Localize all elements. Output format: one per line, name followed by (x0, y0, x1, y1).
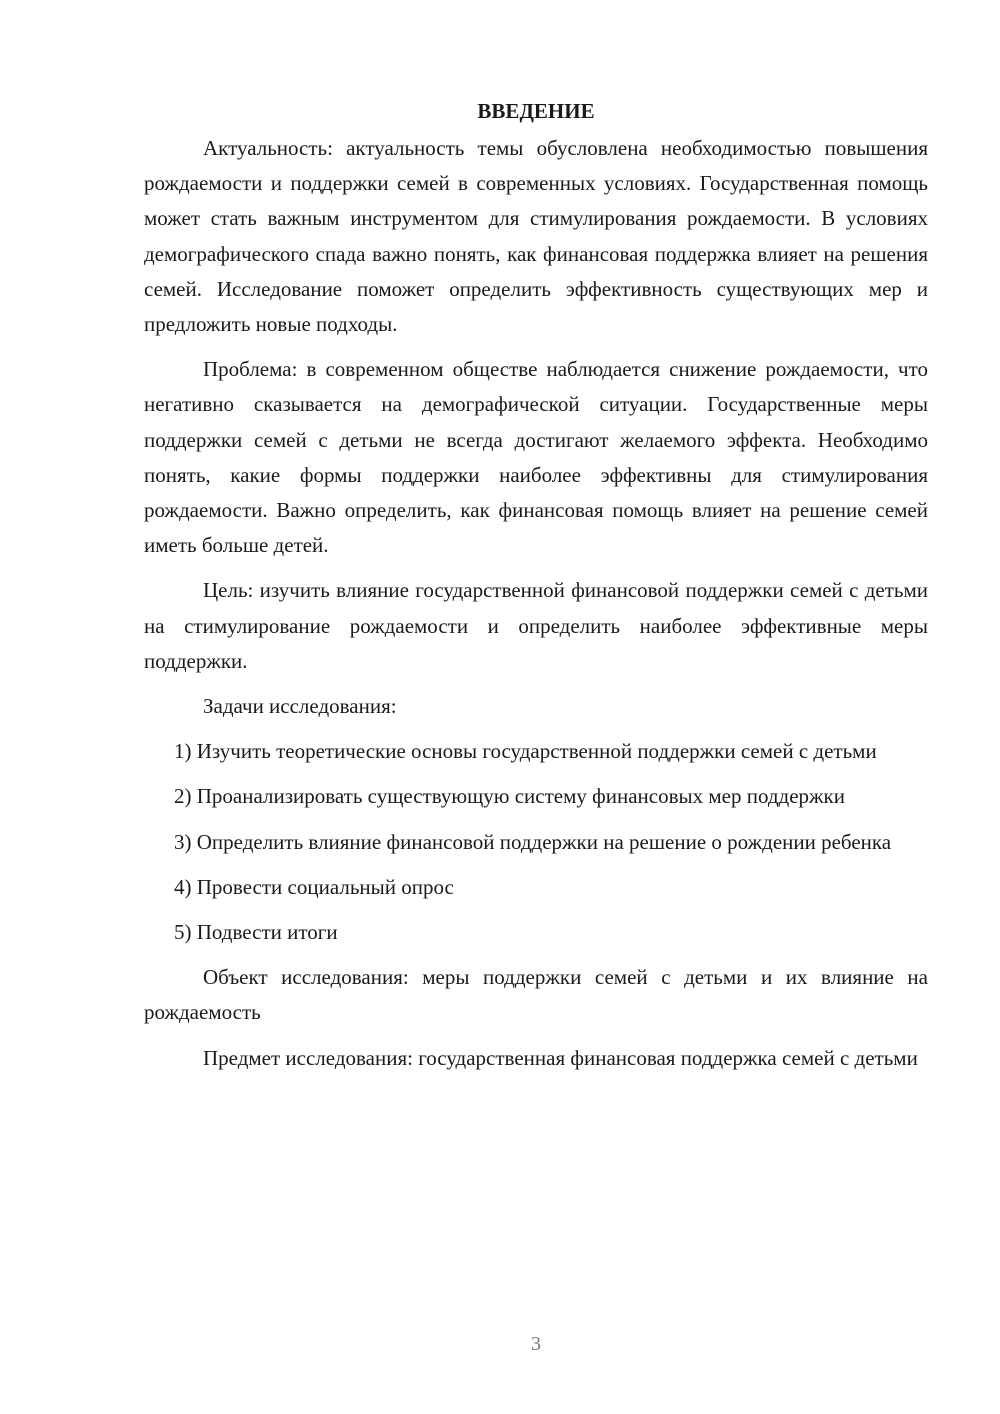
problem-paragraph: Проблема: в современном обществе наблюдается снижение рождаемости, что негативно сказывается на демографической ситуации. Государственные меры поддержки семей с детьми не всегда достигают желаемого эффекта. Необходимо понять, какие формы поддержки наиболее эффективны для стимулирования рождаемости. Важно определить, как финансовая помощь влияет на решение семей иметь больше детей. (144, 357, 928, 558)
page-number: 3 (531, 1333, 541, 1355)
relevance-paragraph: Актуальность: актуальность темы обусловлена необходимостью повышения рождаемости и поддержки семей в современных условиях. Государственная помощь может стать важным инструментом для стимулирования рождаемости. В условиях демографического спада важно понять, как финансовая поддержка влияет на решения семей. Исследование поможет определить эффективность существующих мер и предложить новые подходы. (144, 136, 928, 337)
document-page (144, 96, 928, 1086)
task-item-5: 5) Подвести итоги (174, 920, 338, 945)
task-item-4: 4) Провести социальный опрос (174, 874, 454, 899)
task-item-1: 1) Изучить теоретические основы государственной поддержки семей с детьми (174, 739, 877, 764)
section-heading: ВВЕДЕНИЕ (477, 99, 595, 123)
task-item-2: 2) Проанализировать существующую систему финансовых мер поддержки (174, 784, 845, 809)
task-item-3: 3) Определить влияние финансовой поддержки на решение о рождении ребенка (174, 829, 892, 854)
object-paragraph: Объект исследования: меры поддержки семей с детьми и их влияние на рождаемость (144, 965, 928, 1025)
goal-paragraph: Цель: изучить влияние государственной финансовой поддержки семей с детьми на стимулирование рождаемости и определить наиболее эффективные меры поддержки. (144, 578, 928, 673)
tasks-intro: Задачи исследования: (203, 694, 397, 719)
subject-paragraph: Предмет исследования: государственная финансовая поддержка семей с детьми (203, 1045, 918, 1070)
